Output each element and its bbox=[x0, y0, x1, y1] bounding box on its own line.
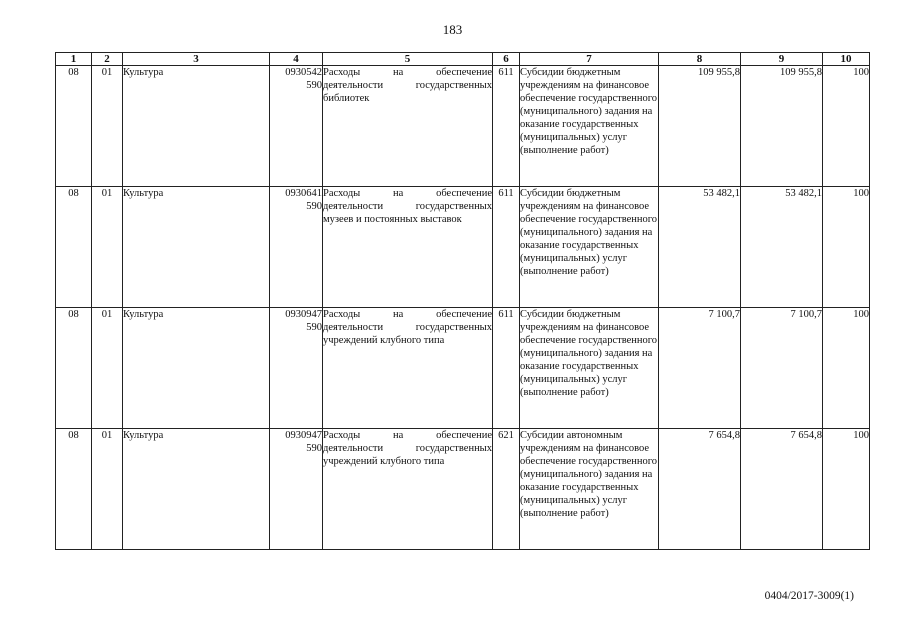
amount-executed: 7 654,8 bbox=[741, 429, 823, 550]
subsection-code: 01 bbox=[92, 187, 123, 308]
target-article-suffix: 590 bbox=[306, 80, 322, 91]
table-row bbox=[56, 429, 870, 550]
target-article-code: 0930641 bbox=[285, 188, 322, 199]
article-description: Расходы на обеспечение деятельности государственных библиотек bbox=[323, 66, 493, 187]
expense-type-name: Субсидии бюджетным учреждениям на финансовое обеспечение государственного (муниципального) задания на оказание государственных (муниципальных) услуг (выполнение работ) bbox=[520, 187, 659, 308]
target-article-suffix: 590 bbox=[306, 443, 322, 454]
section-code: 08 bbox=[56, 66, 92, 187]
expense-type-name: Субсидии автономным учреждениям на финансовое обеспечение государственного (муниципального) задания на оказание государственных (муниципальных) услуг (выполнение работ) bbox=[520, 429, 659, 550]
col-header-3: 3 bbox=[123, 53, 270, 66]
amount-executed: 53 482,1 bbox=[741, 187, 823, 308]
execution-percent: 100 bbox=[823, 429, 870, 550]
target-article-suffix: 590 bbox=[306, 322, 322, 333]
amount-planned: 109 955,8 bbox=[659, 66, 741, 187]
execution-percent: 100 bbox=[823, 187, 870, 308]
subsection-code: 01 bbox=[92, 66, 123, 187]
article-description: Расходы на обеспечение деятельности государственных учреждений клубного типа bbox=[323, 429, 493, 550]
target-article-cell bbox=[270, 66, 323, 187]
expense-type-name: Субсидии бюджетным учреждениям на финансовое обеспечение государственного (муниципального) задания на оказание государственных (муниципальных) услуг (выполнение работ) bbox=[520, 66, 659, 187]
table-row bbox=[56, 187, 870, 308]
expense-type-code: 611 bbox=[493, 308, 520, 429]
amount-planned: 7 654,8 bbox=[659, 429, 741, 550]
col-header-8: 8 bbox=[659, 53, 741, 66]
section-name: Культура bbox=[123, 187, 270, 308]
target-article-code: 0930542 bbox=[285, 67, 322, 78]
expense-type-code: 611 bbox=[493, 187, 520, 308]
section-code: 08 bbox=[56, 187, 92, 308]
target-article-cell bbox=[270, 187, 323, 308]
amount-planned: 7 100,7 bbox=[659, 308, 741, 429]
table-row bbox=[56, 66, 870, 187]
col-header-1: 1 bbox=[56, 53, 92, 66]
amount-executed: 7 100,7 bbox=[741, 308, 823, 429]
target-article-code: 0930947 bbox=[285, 430, 322, 441]
expense-type-code: 611 bbox=[493, 66, 520, 187]
page-number: 183 bbox=[442, 22, 463, 37]
section-name: Культура bbox=[123, 429, 270, 550]
target-article-code: 0930947 bbox=[285, 309, 322, 320]
execution-percent: 100 bbox=[823, 66, 870, 187]
section-code: 08 bbox=[56, 308, 92, 429]
execution-percent: 100 bbox=[823, 308, 870, 429]
col-header-4: 4 bbox=[270, 53, 323, 66]
table-row bbox=[56, 308, 870, 429]
subsection-code: 01 bbox=[92, 429, 123, 550]
target-article-suffix: 590 bbox=[306, 201, 322, 212]
col-header-7: 7 bbox=[520, 53, 659, 66]
target-article-cell bbox=[270, 429, 323, 550]
budget-table bbox=[55, 52, 870, 550]
col-header-9: 9 bbox=[741, 53, 823, 66]
col-header-6: 6 bbox=[493, 53, 520, 66]
expense-type-code: 621 bbox=[493, 429, 520, 550]
expense-type-name: Субсидии бюджетным учреждениям на финансовое обеспечение государственного (муниципального) задания на оказание государственных (муниципальных) услуг (выполнение работ) bbox=[520, 308, 659, 429]
col-header-10: 10 bbox=[823, 53, 870, 66]
col-header-5: 5 bbox=[323, 53, 493, 66]
article-description: Расходы на обеспечение деятельности государственных музеев и постоянных выставок bbox=[323, 187, 493, 308]
amount-planned: 53 482,1 bbox=[659, 187, 741, 308]
col-header-2: 2 bbox=[92, 53, 123, 66]
header-row bbox=[56, 53, 870, 66]
section-name: Культура bbox=[123, 308, 270, 429]
section-name: Культура bbox=[123, 66, 270, 187]
document-code: 0404/2017-3009(1) bbox=[764, 590, 854, 602]
section-code: 08 bbox=[56, 429, 92, 550]
target-article-cell bbox=[270, 308, 323, 429]
article-description: Расходы на обеспечение деятельности государственных учреждений клубного типа bbox=[323, 308, 493, 429]
amount-executed: 109 955,8 bbox=[741, 66, 823, 187]
subsection-code: 01 bbox=[92, 308, 123, 429]
